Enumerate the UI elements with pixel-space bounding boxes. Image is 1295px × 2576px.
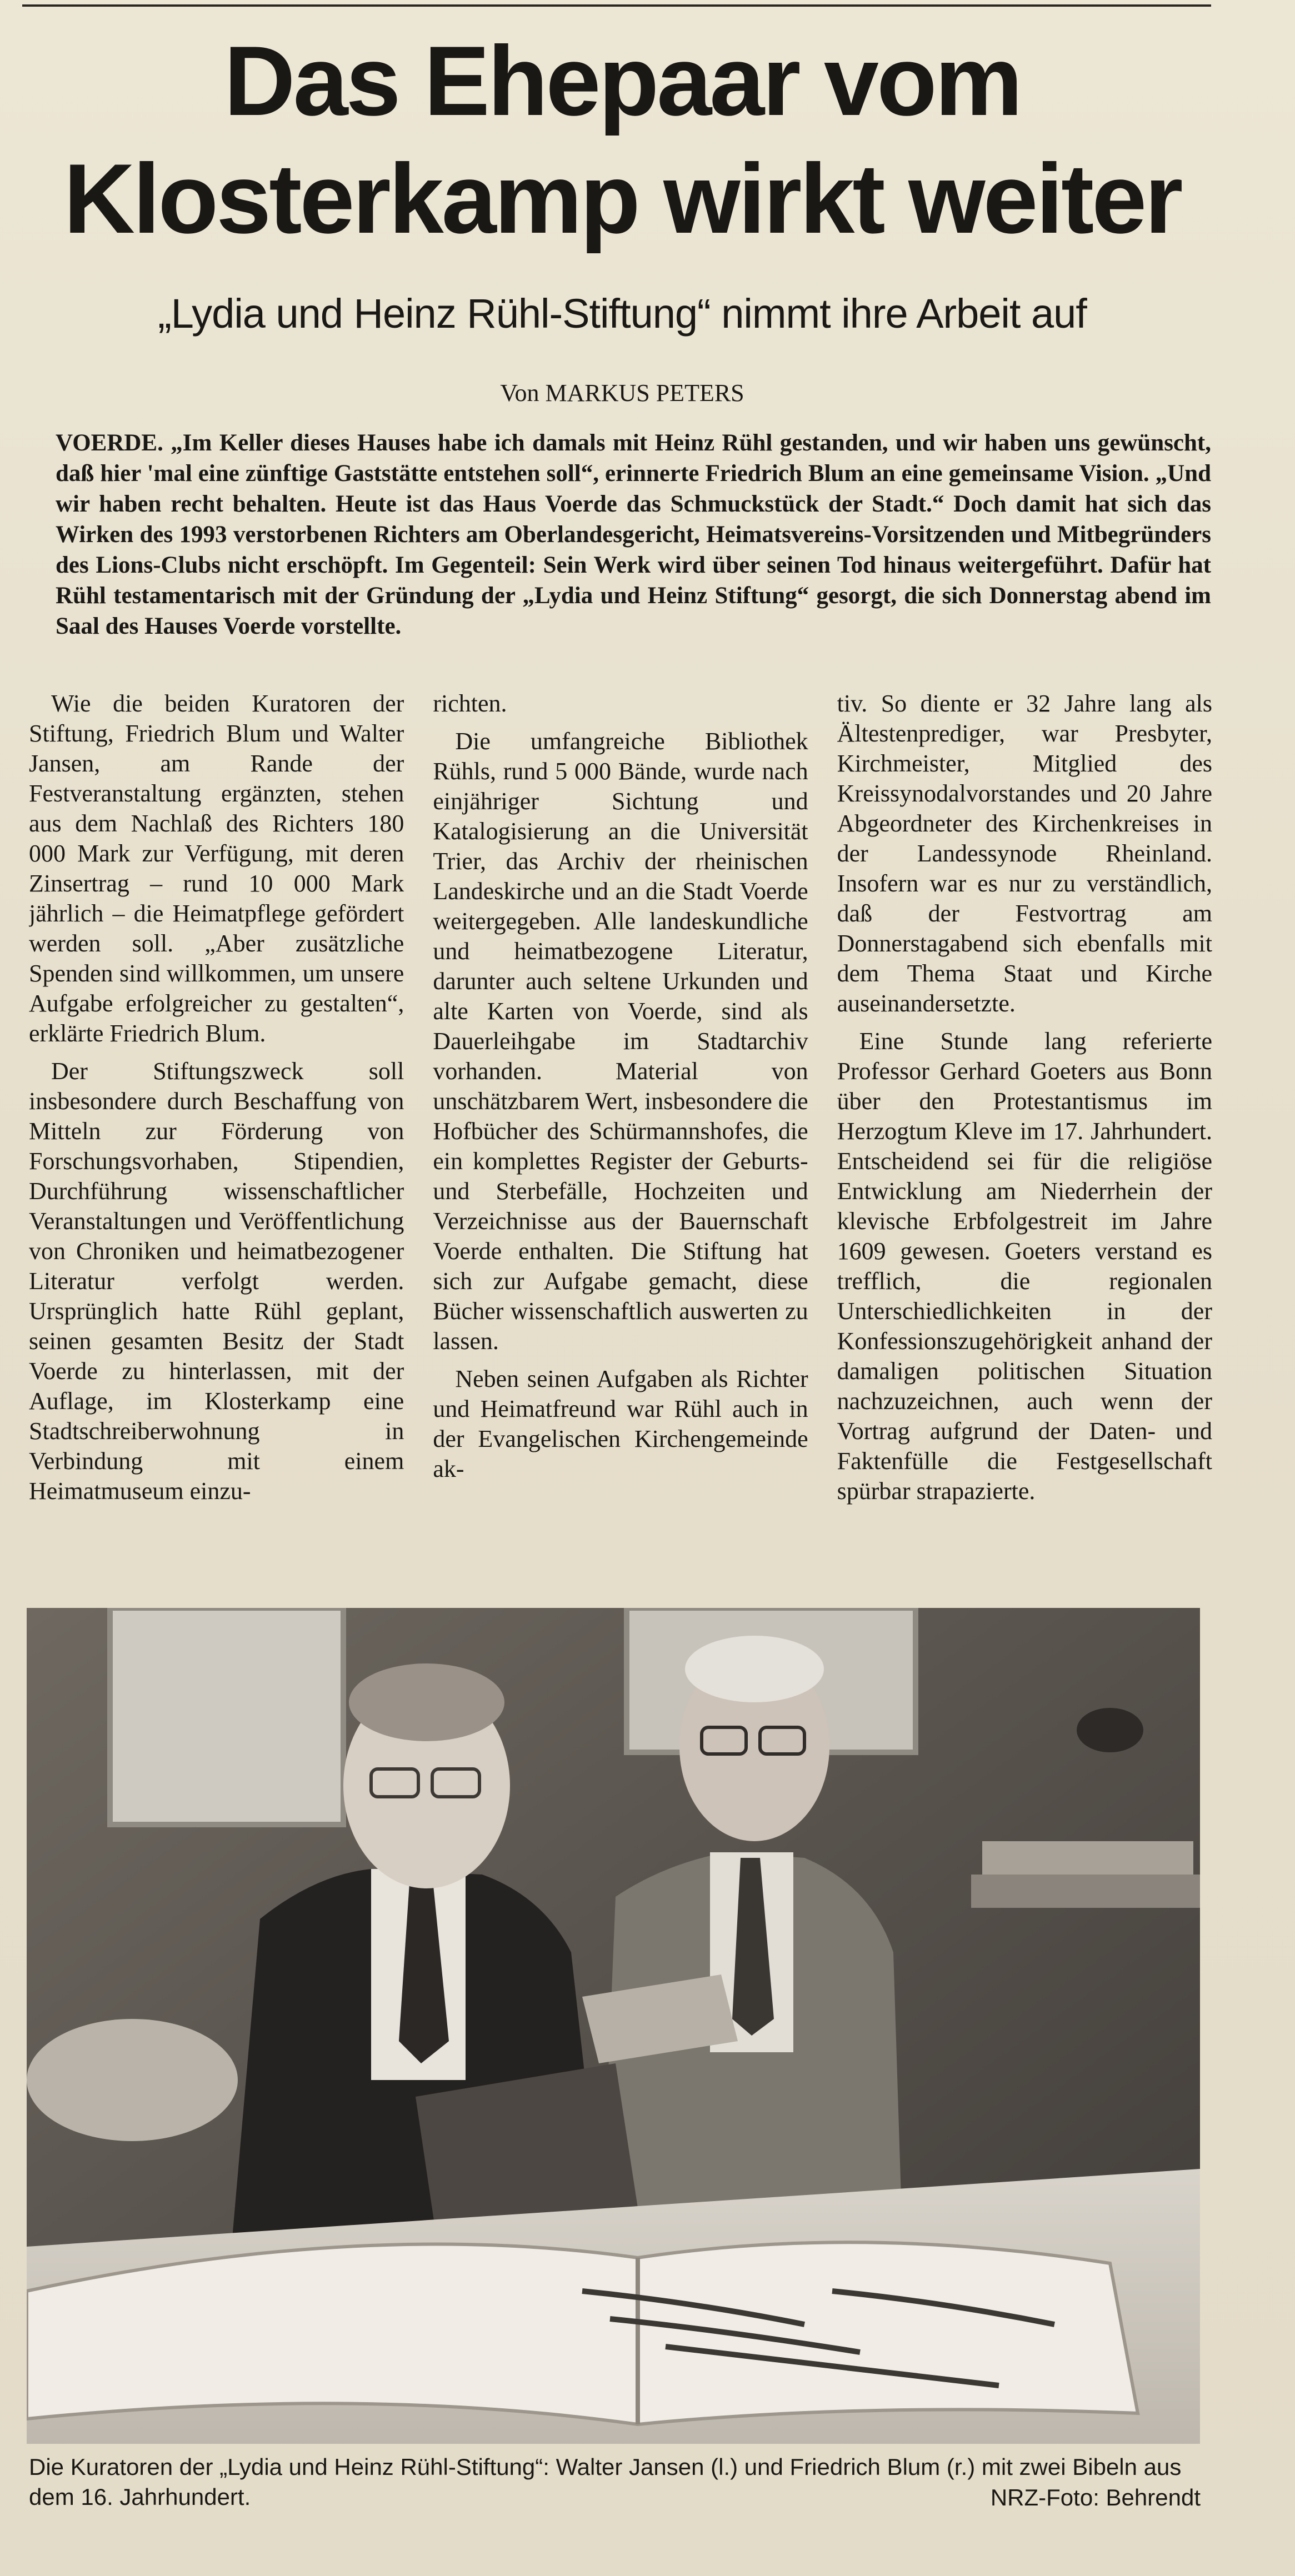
column-1 <box>29 689 404 1594</box>
headline <box>33 22 1211 258</box>
article-body <box>29 689 1212 1594</box>
photo-caption: Die Kuratoren der „Lydia und Heinz Rühl-Stiftung“: Walter Jansen (l.) und Friedrich Blum (r.) mit zwei Bibeln aus dem 16. Jahrhundert. <box>29 2454 1182 2510</box>
paragraph: tiv. So diente er 32 Jahre lang als Ältestenprediger, war Presbyter, Kirchmeister, Mitglied des Kreissynodalvorstandes und 20 Jahre Abgeordneter des Kirchenkreises in der Landessynode Rheinland. Insofern war es nur zu verständlich, daß der Festvortrag am Donnerstagabend sich ebenfalls mit dem Thema Staat und Kirche auseinandersetzte. <box>837 690 1212 1017</box>
paragraph: Die umfangreiche Bibliothek Rühls, rund 5 000 Bände, wurde nach einjähriger Sichtung und Katalogisierung an die Universität Trier, das Archiv der rheinischen Landeskirche und an die Stadt Voerde weitergegeben. Alle landeskundliche und heimatbezogene Literatur, darunter auch seltene Urkunden und alte Karten von Voerde, sind als Dauerleihgabe im Stadtarchiv vorhanden. Material von unschätzbarem Wert, insbesondere die Hofbücher des Schürmannshofes, die ein komplettes Register der Geburts- und Sterbefälle, Hochzeiten und Verzeichnisse aus der Bauernschaft Voerde enthalten. Die Stiftung hat sich zur Aufgabe gemacht, diese Bücher wissenschaftlich auswerten zu lassen. <box>433 728 808 1355</box>
headline-line-1: Das Ehepaar vom <box>224 26 1021 136</box>
byline: Von MARKUS PETERS <box>500 379 744 407</box>
paragraph: Wie die beiden Kuratoren der Stiftung, Friedrich Blum und Walter Jansen, am Rande der Festveranstaltung ergänzten, stehen aus dem Nachlaß des Richters 180 000 Mark zur Verfügung, mit deren Zinsertrag – rund 10 000 Mark jährlich – die Heimatpflege gefördert werden soll. „Aber zusätzliche Spenden sind willkommen, um unsere Aufgabe erfolgreicher zu gestalten“, erklärte Friedrich Blum. <box>29 690 404 1047</box>
photo-illustration <box>27 1608 1200 2444</box>
paragraph: richten. <box>433 690 507 717</box>
top-rule <box>22 4 1211 7</box>
article-photo <box>27 1608 1200 2444</box>
lead-text: VOERDE. „Im Keller dieses Hauses habe ich damals mit Heinz Rühl gestanden, und wir haben uns gewünscht, daß hier 'mal eine zünftige Gaststätte entstehen soll“, erinnerte Friedrich Blum an eine gemeinsame Vision. „Und wir haben recht behalten. Heute ist das Haus Voerde das Schmuckstück der Stadt.“ Doch damit hat sich das Wirken des 1993 verstorbenen Richters am Oberlandesgericht, Heimatsvereins-Vorsitzenden und Mitbegründers des Lions-Clubs nicht erschöpft. Im Gegenteil: Sein Werk wird über seinen Tod hinaus weitergeführt. Dafür hat Rühl testamentarisch mit der Gründung der „Lydia und Heinz Stiftung“ gesorgt, die sich Donnerstag abend im Saal des Hauses Voerde vorstellte. <box>56 430 1211 639</box>
paragraph: Der Stiftungszweck soll insbesondere durch Beschaffung von Mitteln zur Förderung von Forschungsvorhaben, Stipendien, Durchführung wissenschaftlicher Veranstaltungen und Veröffentlichung von Chroniken und heimatbezogener Literatur verfolgt werden. Ursprünglich hatte Rühl geplant, seinen gesamten Besitz der Stadt Voerde zu hinterlassen, mit der Auflage, im Klosterkamp eine Stadtschreiberwohnung in Verbindung mit einem Heimatmuseum einzu- <box>29 1058 404 1505</box>
paragraph: Neben seinen Aufgaben als Richter und Heimatfreund war Rühl auch in der Evangelischen Kirchengemeinde ak- <box>433 1365 808 1482</box>
subheadline: „Lydia und Heinz Rühl-Stiftung“ nimmt ihre Arbeit auf <box>158 290 1087 337</box>
lead-paragraph <box>56 428 1211 642</box>
column-3 <box>837 689 1212 1594</box>
photo-credit: NRZ-Foto: Behrendt <box>990 2484 1201 2510</box>
column-2 <box>433 689 808 1594</box>
paragraph: Eine Stunde lang referierte Professor Gerhard Goeters aus Bonn über den Protestantismus im Herzogtum Kleve im 17. Jahrhundert. Entscheidend sei für die religiöse Entwicklung am Niederrhein der klevische Erbfolgestreit im Jahre 1609 gewesen. Goeters verstand es trefflich, die regionalen Unterschiedlichkeiten in der Konfessionszugehörigkeit anhand der damaligen politischen Situation nachzuzeichnen, auch wenn der Vortrag aufgrund der Daten- und Faktenfülle die Festgesellschaft spürbar strapazierte. <box>837 1028 1212 1505</box>
headline-line-2: Klosterkamp wirkt weiter <box>63 143 1181 254</box>
